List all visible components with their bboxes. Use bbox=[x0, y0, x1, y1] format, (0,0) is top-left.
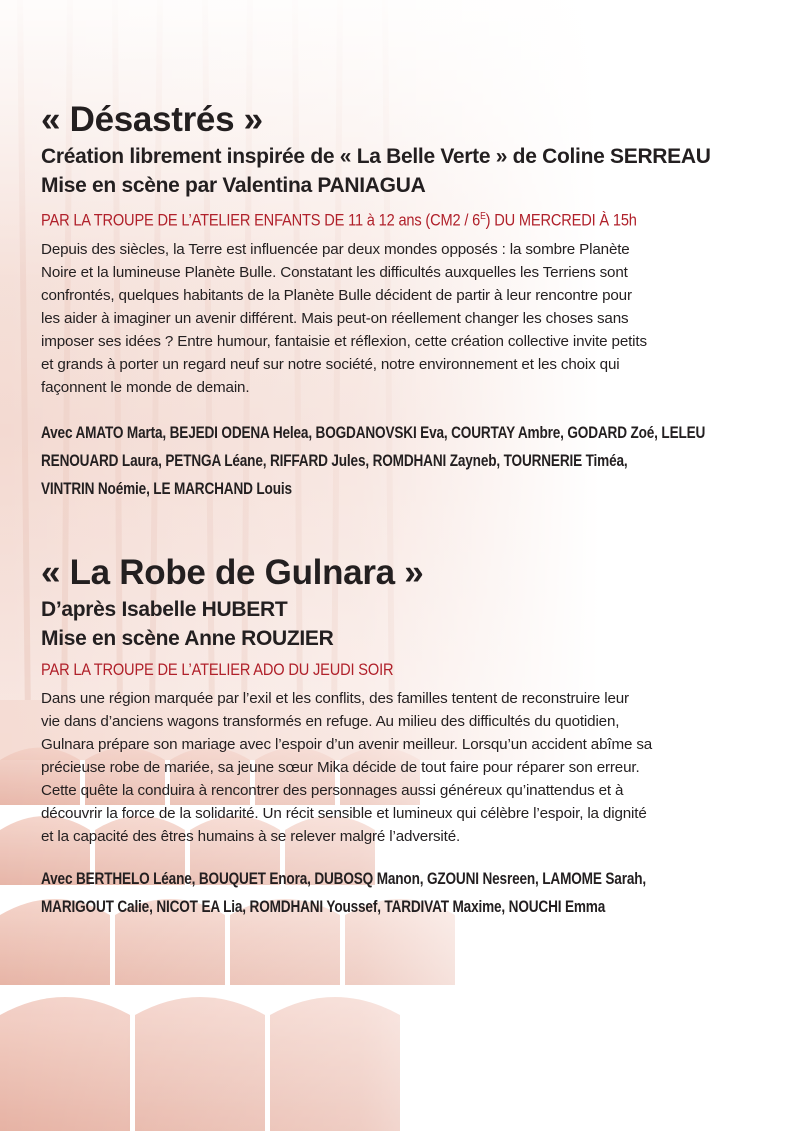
description-line: façonnent le monde de demain. bbox=[41, 378, 250, 396]
description-line: et la capacité des êtres humains à se relever malgré l’adversité. bbox=[41, 828, 461, 845]
show-director-credit: Mise en scène par Valentina PANIAGUA bbox=[41, 174, 426, 197]
cast-line: RENOUARD Laura, PETNGA Léane, RIFFARD Jules, ROMDHANI Zayneb, TOURNERIE Timéa, bbox=[41, 450, 628, 470]
show-title: « Désastrés » bbox=[41, 100, 263, 139]
troupe-line bbox=[41, 206, 660, 232]
cast-line: Avec BERTHELO Léane, BOUQUET Enora, DUBOSQ Manon, GZOUNI Nesreen, LAMOME Sarah, bbox=[41, 869, 646, 888]
troupe-text: PAR LA TROUPE DE L’ATELIER ENFANTS DE 11 à 12 ans (CM2 / 6 bbox=[41, 210, 481, 230]
show-inspiration-credit: Création librement inspirée de « La Belle Verte » de Coline SERREAU bbox=[41, 145, 711, 168]
show-title: « La Robe de Gulnara » bbox=[41, 553, 424, 592]
show-desastres bbox=[41, 98, 761, 503]
show-director-credit: Mise en scène Anne ROUZIER bbox=[41, 627, 334, 650]
description-line: et grands à porter un regard neuf sur notre société, notre environnement et les choix qui bbox=[41, 355, 620, 373]
description-line: Cette quête la conduira à rencontrer des personnages aussi généreux qu’inattendus et à bbox=[41, 782, 624, 799]
description-line: découvrir la force de la solidarité. Un récit sensible et lumineux qui célèbre l’espoir, la dignité bbox=[41, 805, 647, 822]
show-robe-de-gulnara bbox=[41, 551, 761, 921]
cast-list bbox=[41, 419, 761, 503]
description-line: les aider à imaginer un avenir différent. Mais peut-on réellement changer les choses sans bbox=[41, 309, 629, 327]
show-description bbox=[41, 238, 761, 399]
cast-list bbox=[41, 865, 761, 921]
cast-line: MARIGOUT Calie, NICOT EA Lia, ROMDHANI Youssef, TARDIVAT Maxime, NOUCHI Emma bbox=[41, 897, 606, 916]
troupe-text-end: ) DU MERCREDI À 15h bbox=[485, 210, 637, 230]
troupe-line: PAR LA TROUPE DE L’ATELIER ADO DU JEUDI SOIR bbox=[41, 660, 394, 679]
cast-line: Avec AMATO Marta, BEJEDI ODENA Helea, BOGDANOVSKI Eva, COURTAY Ambre, GODARD Zoé, LELEU bbox=[41, 422, 706, 442]
cast-line: VINTRIN Noémie, LE MARCHAND Louis bbox=[41, 478, 292, 498]
show-author-credit: D’après Isabelle HUBERT bbox=[41, 598, 288, 621]
description-line: précieuse robe de mariée, sa jeune sœur Mika décide de tout faire pour réparer son erreur. bbox=[41, 759, 640, 776]
show-description bbox=[41, 687, 761, 848]
description-line: imposer ses idées ? Entre humour, fantaisie et réflexion, cette création collective invite petits bbox=[41, 332, 647, 350]
description-line: Noire et la lumineuse Planète Bulle. Constatant les difficultés auxquelles les Terriens sont bbox=[41, 263, 628, 281]
description-line: confrontés, quelques habitants de la Planète Bulle décident de partir à leur rencontre pour bbox=[41, 286, 632, 304]
description-line: Gulnara prépare son mariage avec l’espoir d’un avenir meilleur. Lorsqu’un accident abîme sa bbox=[41, 736, 653, 753]
description-line: Depuis des siècles, la Terre est influencée par deux mondes opposés : la sombre Planète bbox=[41, 240, 630, 258]
description-line: vie dans d’anciens wagons transformés en refuge. Au milieu des difficultés du quotidien, bbox=[41, 713, 620, 730]
troupe-superscript: E bbox=[480, 211, 486, 222]
description-line: Dans une région marquée par l’exil et les conflits, des familles tentent de reconstruire leur bbox=[41, 690, 629, 707]
